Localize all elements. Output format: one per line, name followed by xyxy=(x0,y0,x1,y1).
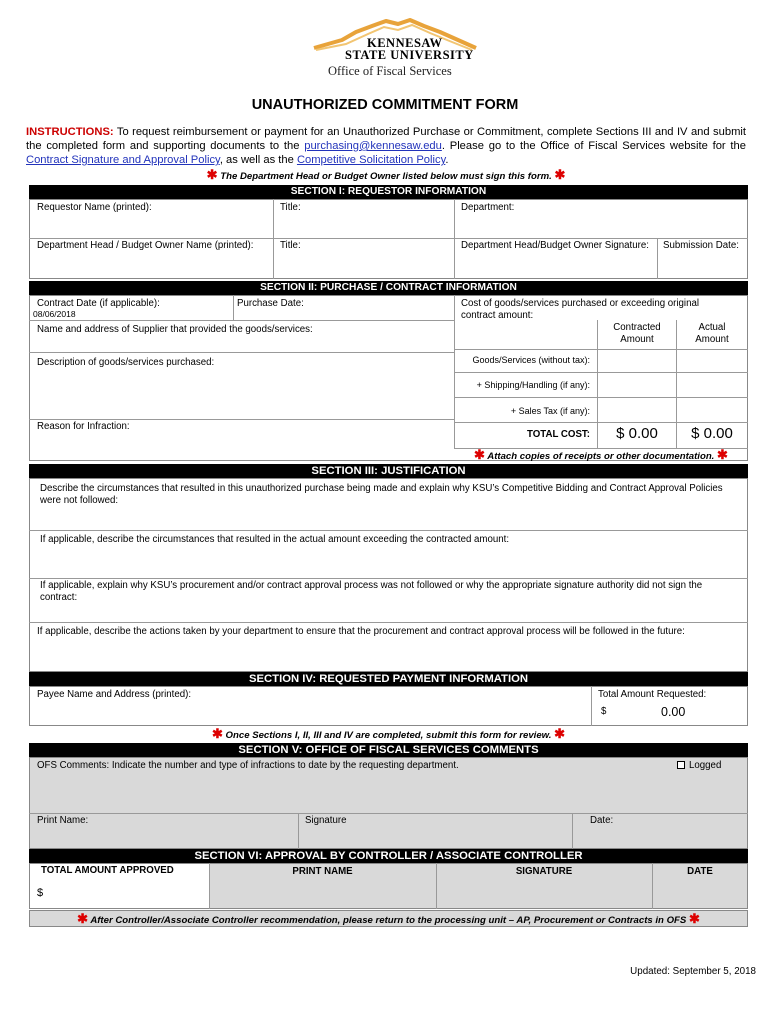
sign-note-text: The Department Head or Budget Owner listed below must sign this form. xyxy=(220,171,552,182)
section-1-header: SECTION I: REQUESTOR INFORMATION xyxy=(29,185,748,199)
section-3-header: SECTION III: JUSTIFICATION xyxy=(29,464,748,478)
logo-kennesaw: KENNESAW xyxy=(367,36,443,50)
controller-signature-label[interactable]: SIGNATURE xyxy=(515,866,573,877)
ofs-print-name-field[interactable]: Print Name: xyxy=(37,815,89,826)
sales-tax-label: + Sales Tax (if any): xyxy=(510,406,590,416)
section-5-header: SECTION V: OFFICE OF FISCAL SERVICES COMMENTS xyxy=(29,743,748,757)
ksu-logo xyxy=(300,18,480,80)
red-asterisk-icon: ✱ xyxy=(206,167,218,182)
total-contracted-value[interactable]: $ 0.00 xyxy=(616,425,658,442)
checkbox-icon[interactable] xyxy=(677,761,685,769)
updated-date: Updated: September 5, 2018 xyxy=(630,966,756,977)
shipping-label: + Shipping/Handling (if any): xyxy=(476,380,590,390)
form-title: UNAUTHORIZED COMMITMENT FORM xyxy=(251,97,519,113)
attach-note xyxy=(454,449,748,463)
instructions-label: INSTRUCTIONS: xyxy=(26,126,114,138)
justification-q2[interactable]: If applicable, describe the circumstances that resulted in the actual amount exceeding the contracted amount: xyxy=(40,534,510,545)
ofs-date-field[interactable]: Date: xyxy=(590,815,614,826)
contracted-amount-header: Contracted Amount xyxy=(613,322,661,345)
red-asterisk-icon: ✱ xyxy=(211,726,223,741)
requested-amount-value[interactable]: 0.00 xyxy=(661,705,686,719)
section-4-header: SECTION IV: REQUESTED PAYMENT INFORMATION xyxy=(29,672,748,686)
justification-q4[interactable]: If applicable, describe the actions taken by your department to ensure that the procurement and contract approval process will be followed in the future: xyxy=(37,626,685,637)
contract-policy-link[interactable]: Contract Signature and Approval Policy xyxy=(26,154,220,166)
red-asterisk-icon: ✱ xyxy=(77,911,88,926)
total-actual-value[interactable]: $ 0.00 xyxy=(691,425,733,442)
justification-q1[interactable]: Describe the circumstances that resulted in this unauthorized purchase being made and explain why KSU’s Competitive Bidding and Contract Approval Policies were not followed: xyxy=(40,483,723,506)
requestor-name-field[interactable]: Requestor Name (printed): xyxy=(37,202,152,213)
goods-services-label: Goods/Services (without tax): xyxy=(472,355,590,365)
purchasing-email-link[interactable]: purchasing@kennesaw.edu xyxy=(304,140,442,152)
dept-head-signature-field[interactable]: Department Head/Budget Owner Signature: xyxy=(461,240,649,251)
description-field[interactable]: Description of goods/services purchased: xyxy=(37,357,215,368)
section-6-header: SECTION VI: APPROVAL BY CONTROLLER / ASSOCIATE CONTROLLER xyxy=(29,849,748,863)
total-cost-label: TOTAL COST: xyxy=(527,429,590,440)
logged-label: Logged xyxy=(689,760,722,771)
attach-note-text: Attach copies of receipts or other documentation. xyxy=(487,451,715,462)
contract-date-label: Contract Date (if applicable): xyxy=(37,298,160,309)
red-asterisk-icon: ✱ xyxy=(717,447,728,462)
instructions-text-4: . xyxy=(445,154,449,166)
purchase-date-field[interactable]: Purchase Date: xyxy=(237,298,304,309)
payee-field[interactable]: Payee Name and Address (printed): xyxy=(37,689,192,700)
section-3-box xyxy=(29,478,748,672)
red-asterisk-icon: ✱ xyxy=(554,726,566,741)
reason-field[interactable]: Reason for Infraction: xyxy=(37,421,130,432)
logged-checkbox[interactable] xyxy=(677,760,721,772)
return-note-text: After Controller/Associate Controller recommendation, please return to the processing unit – AP, Procurement or Contracts in OFS xyxy=(90,915,687,926)
logo-state-university: STATE UNIVERSITY xyxy=(345,48,474,62)
red-asterisk-icon: ✱ xyxy=(554,167,566,182)
supplier-field[interactable]: Name and address of Supplier that provided the goods/services: xyxy=(37,324,313,335)
submission-date-field[interactable]: Submission Date: xyxy=(663,240,739,251)
office-name: Office of Fiscal Services xyxy=(328,64,452,78)
title-field-1[interactable]: Title: xyxy=(280,202,301,213)
submit-note xyxy=(29,727,748,743)
sign-note xyxy=(26,168,746,184)
total-requested-label: Total Amount Requested: xyxy=(598,689,707,700)
controller-date-label[interactable]: DATE xyxy=(687,866,713,877)
dept-head-name-field[interactable]: Department Head / Budget Owner Name (printed): xyxy=(37,240,254,251)
actual-amount-header: Actual Amount xyxy=(695,322,729,345)
approved-dollar-sign[interactable]: $ xyxy=(37,887,44,899)
requested-dollar-sign: $ xyxy=(601,706,607,717)
department-field[interactable]: Department: xyxy=(461,202,515,213)
return-note xyxy=(29,910,748,927)
instructions-text-3: , as well as the xyxy=(219,154,297,166)
controller-print-name-label[interactable]: PRINT NAME xyxy=(292,866,353,877)
contract-date-value[interactable]: 08/06/2018 xyxy=(33,309,76,319)
instructions-text-1: To request reimbursement or payment for an Unauthorized Purchase or Commitment, complete Sections III and IV and submit the completed form and supporting documents to the xyxy=(26,126,746,152)
justification-q3[interactable]: If applicable, explain why KSU’s procurement and/or contract approval process was not followed or why the appropriate signature authority did not sign the contract: xyxy=(40,580,703,603)
cost-label: Cost of goods/services purchased or exceeding original contract amount: xyxy=(461,298,700,321)
total-approved-label: TOTAL AMOUNT APPROVED xyxy=(41,865,174,876)
submit-note-text: Once Sections I, II, III and IV are completed, submit this form for review. xyxy=(225,730,552,741)
solicitation-policy-link[interactable]: Competitive Solicitation Policy xyxy=(296,154,446,166)
red-asterisk-icon: ✱ xyxy=(474,447,485,462)
red-asterisk-icon: ✱ xyxy=(688,911,700,926)
ofs-signature-field[interactable]: Signature xyxy=(305,815,347,826)
ofs-comments-field[interactable]: OFS Comments: Indicate the number and type of infractions to date by the requesting department. xyxy=(37,760,459,771)
instructions-text-2: . Please go to the Office of Fiscal Services website for the xyxy=(441,140,746,152)
section-2-header: SECTION II: PURCHASE / CONTRACT INFORMATION xyxy=(29,281,748,295)
instructions xyxy=(26,125,746,184)
title-field-2[interactable]: Title: xyxy=(280,240,301,251)
